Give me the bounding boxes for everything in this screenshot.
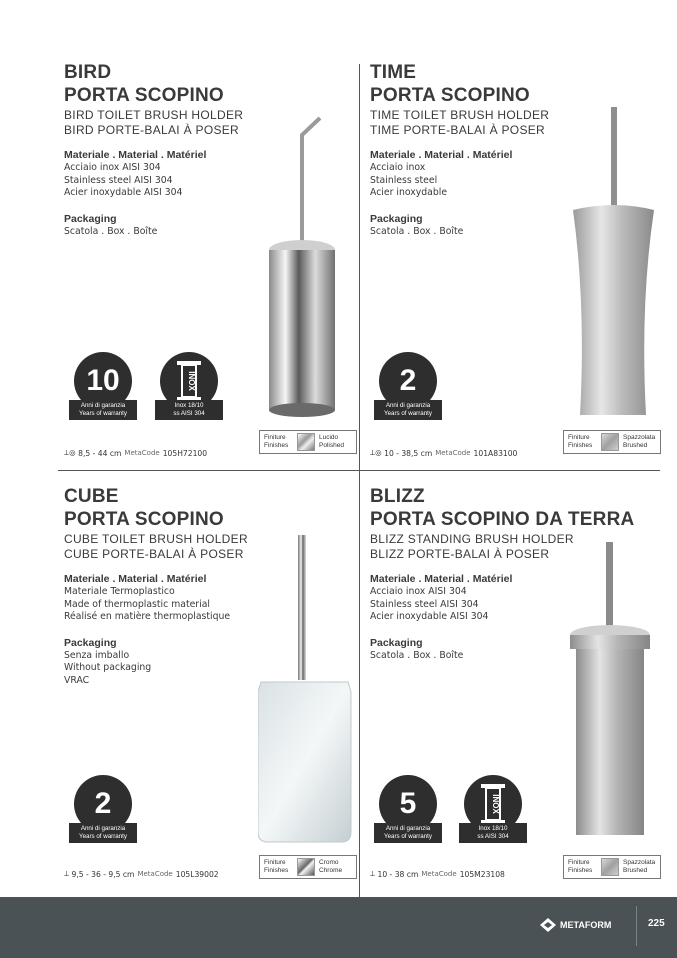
product-subtitle-fr: BIRD PORTE-BALAI À POSER [64,123,240,137]
product-type: PORTA SCOPINO [64,509,224,530]
dimensions-row [370,448,517,458]
dimensions-icon: ⟂ [64,869,72,878]
packaging-label: Packaging [64,636,117,649]
material-line: Acier inoxydable [370,187,448,198]
brand-logo [540,918,611,932]
finish-title: Finiture [568,859,590,866]
material-line: Made of thermoplastic material [64,598,210,610]
material-label: Materiale . Material . Matériel [370,573,513,585]
packaging-label: Packaging [370,636,423,649]
inox-label: ss AISI 304 [173,410,205,417]
finish-box [563,855,661,879]
finish-box [563,430,661,454]
finish-title: Finishes [264,867,289,874]
warranty-years: 10 [74,352,132,410]
material-line: Materiale Termoplastico [64,586,175,597]
warranty-label: Years of warranty [384,833,432,840]
finish-box [259,430,357,454]
dimensions-icon: ⟂◎ [370,448,385,457]
product-type: PORTA SCOPINO [64,85,224,106]
packaging-line: Scatola . Box . Boîte [64,225,158,237]
material-label: Materiale . Material . Matériel [64,149,207,161]
metacode-label: MetaCode [137,870,173,878]
inox-label: ss AISI 304 [477,833,509,840]
finish-value: Polished [319,442,344,449]
product-subtitle-en: TIME TOILET BRUSH HOLDER [370,108,550,122]
finish-title: Finiture [264,434,286,441]
metaform-logo-icon [540,918,556,932]
product-name: BLIZZ [370,486,425,507]
svg-text:INOX: INOX [491,794,500,814]
finish-swatch [601,858,619,876]
finish-title: Finishes [568,867,593,874]
material-line: Stainless steel AISI 304 [64,174,173,186]
metacode-label: MetaCode [435,449,471,457]
warranty-label: Years of warranty [79,410,127,417]
warranty-label: Years of warranty [79,833,127,840]
warranty-years: 2 [379,352,437,410]
packaging-line: Senza imballo [64,649,130,661]
dimensions-icon: ⟂◎ [64,448,79,457]
material-line: Acciaio inox AISI 304 [64,162,161,173]
warranty-label: Anni di garanzia [80,825,126,832]
finish-swatch [297,858,315,876]
finish-title: Finishes [568,442,593,449]
brand-name: METAFORM [560,920,612,930]
dimensions: 10 - 38 cm [377,869,419,879]
product-subtitle-fr: TIME PORTE-BALAI À POSER [370,123,546,137]
dimensions-icon: ⟂ [370,869,378,878]
row-divider [58,470,660,471]
finish-value: Spazzolata [623,434,656,441]
packaging-line: VRAC [64,674,90,686]
inox-label: Inox 18/10 [478,825,508,832]
warranty-badge [69,775,137,843]
material-line: Stainless steel [370,174,438,186]
column-divider [359,64,360,898]
material-line: Acier inoxydable AISI 304 [370,611,489,622]
inox-label: Inox 18/10 [174,402,204,409]
finish-swatch [297,433,315,451]
warranty-badge [374,775,442,843]
cube-product-image [258,532,358,844]
metacode-label: MetaCode [124,449,160,457]
metacode: 101A83100 [473,448,518,458]
warranty-label: Years of warranty [384,410,432,417]
product-subtitle-fr: CUBE PORTE-BALAI À POSER [64,547,244,561]
finish-value: Brushed [623,867,648,874]
page-number: 225 [648,918,665,929]
inox-badge [155,352,223,420]
product-subtitle-fr: BLIZZ PORTE-BALAI À POSER [370,547,550,561]
material-label: Materiale . Material . Matériel [64,573,207,585]
dimensions: 10 - 38,5 cm [384,448,433,458]
material-line: Réalisé en matière thermoplastique [64,611,231,622]
warranty-years: 5 [379,775,437,833]
warranty-badge [374,352,442,420]
metacode: 105L39002 [175,869,219,879]
bird-product-image [262,110,342,420]
metacode: 105H72100 [162,448,208,458]
material-line: Acier inoxydable AISI 304 [64,187,183,198]
product-subtitle-en: CUBE TOILET BRUSH HOLDER [64,532,248,546]
finish-title: Finiture [264,859,286,866]
packaging-label: Packaging [64,212,117,225]
finish-value: Chrome [319,867,343,874]
finish-swatch [601,433,619,451]
dimensions-row [370,869,505,879]
finish-value: Brushed [623,442,648,449]
product-name: CUBE [64,486,119,507]
warranty-label: Anni di garanzia [80,402,126,409]
finish-value: Cromo [319,859,339,866]
dimensions: 9,5 - 36 - 9,5 cm [71,869,135,879]
warranty-badge [69,352,137,420]
product-type: PORTA SCOPINO [370,85,530,106]
blizz-product-image [566,540,658,840]
finish-title: Finiture [568,434,590,441]
finish-value: Lucido [319,434,339,441]
product-name: TIME [370,62,417,83]
product-name: BIRD [64,62,112,83]
inox-badge [459,775,527,843]
dimensions: 8,5 - 44 cm [78,448,122,458]
finish-box [259,855,357,879]
metacode: 105M23108 [459,869,505,879]
packaging-line: Scatola . Box . Boîte [370,225,464,237]
packaging-line: Without packaging [64,662,152,673]
svg-text:INOX: INOX [187,371,196,391]
material-line: Acciaio inox AISI 304 [370,586,467,597]
finish-title: Finishes [264,442,289,449]
material-line: Stainless steel AISI 304 [370,598,479,610]
product-type: PORTA SCOPINO DA TERRA [370,509,635,530]
material-line: Acciaio inox [370,162,426,173]
dimensions-row [64,448,207,458]
dimensions-row [64,869,219,879]
metacode-label: MetaCode [421,870,457,878]
warranty-label: Anni di garanzia [385,402,431,409]
packaging-line: Scatola . Box . Boîte [370,649,464,661]
warranty-label: Anni di garanzia [385,825,431,832]
product-subtitle-en: BIRD TOILET BRUSH HOLDER [64,108,244,122]
footer-separator [636,906,637,946]
finish-value: Spazzolata [623,859,656,866]
time-product-image [568,105,658,420]
material-label: Materiale . Material . Matériel [370,149,513,161]
packaging-label: Packaging [370,212,423,225]
product-subtitle-en: BLIZZ STANDING BRUSH HOLDER [370,532,574,546]
warranty-years: 2 [74,775,132,833]
